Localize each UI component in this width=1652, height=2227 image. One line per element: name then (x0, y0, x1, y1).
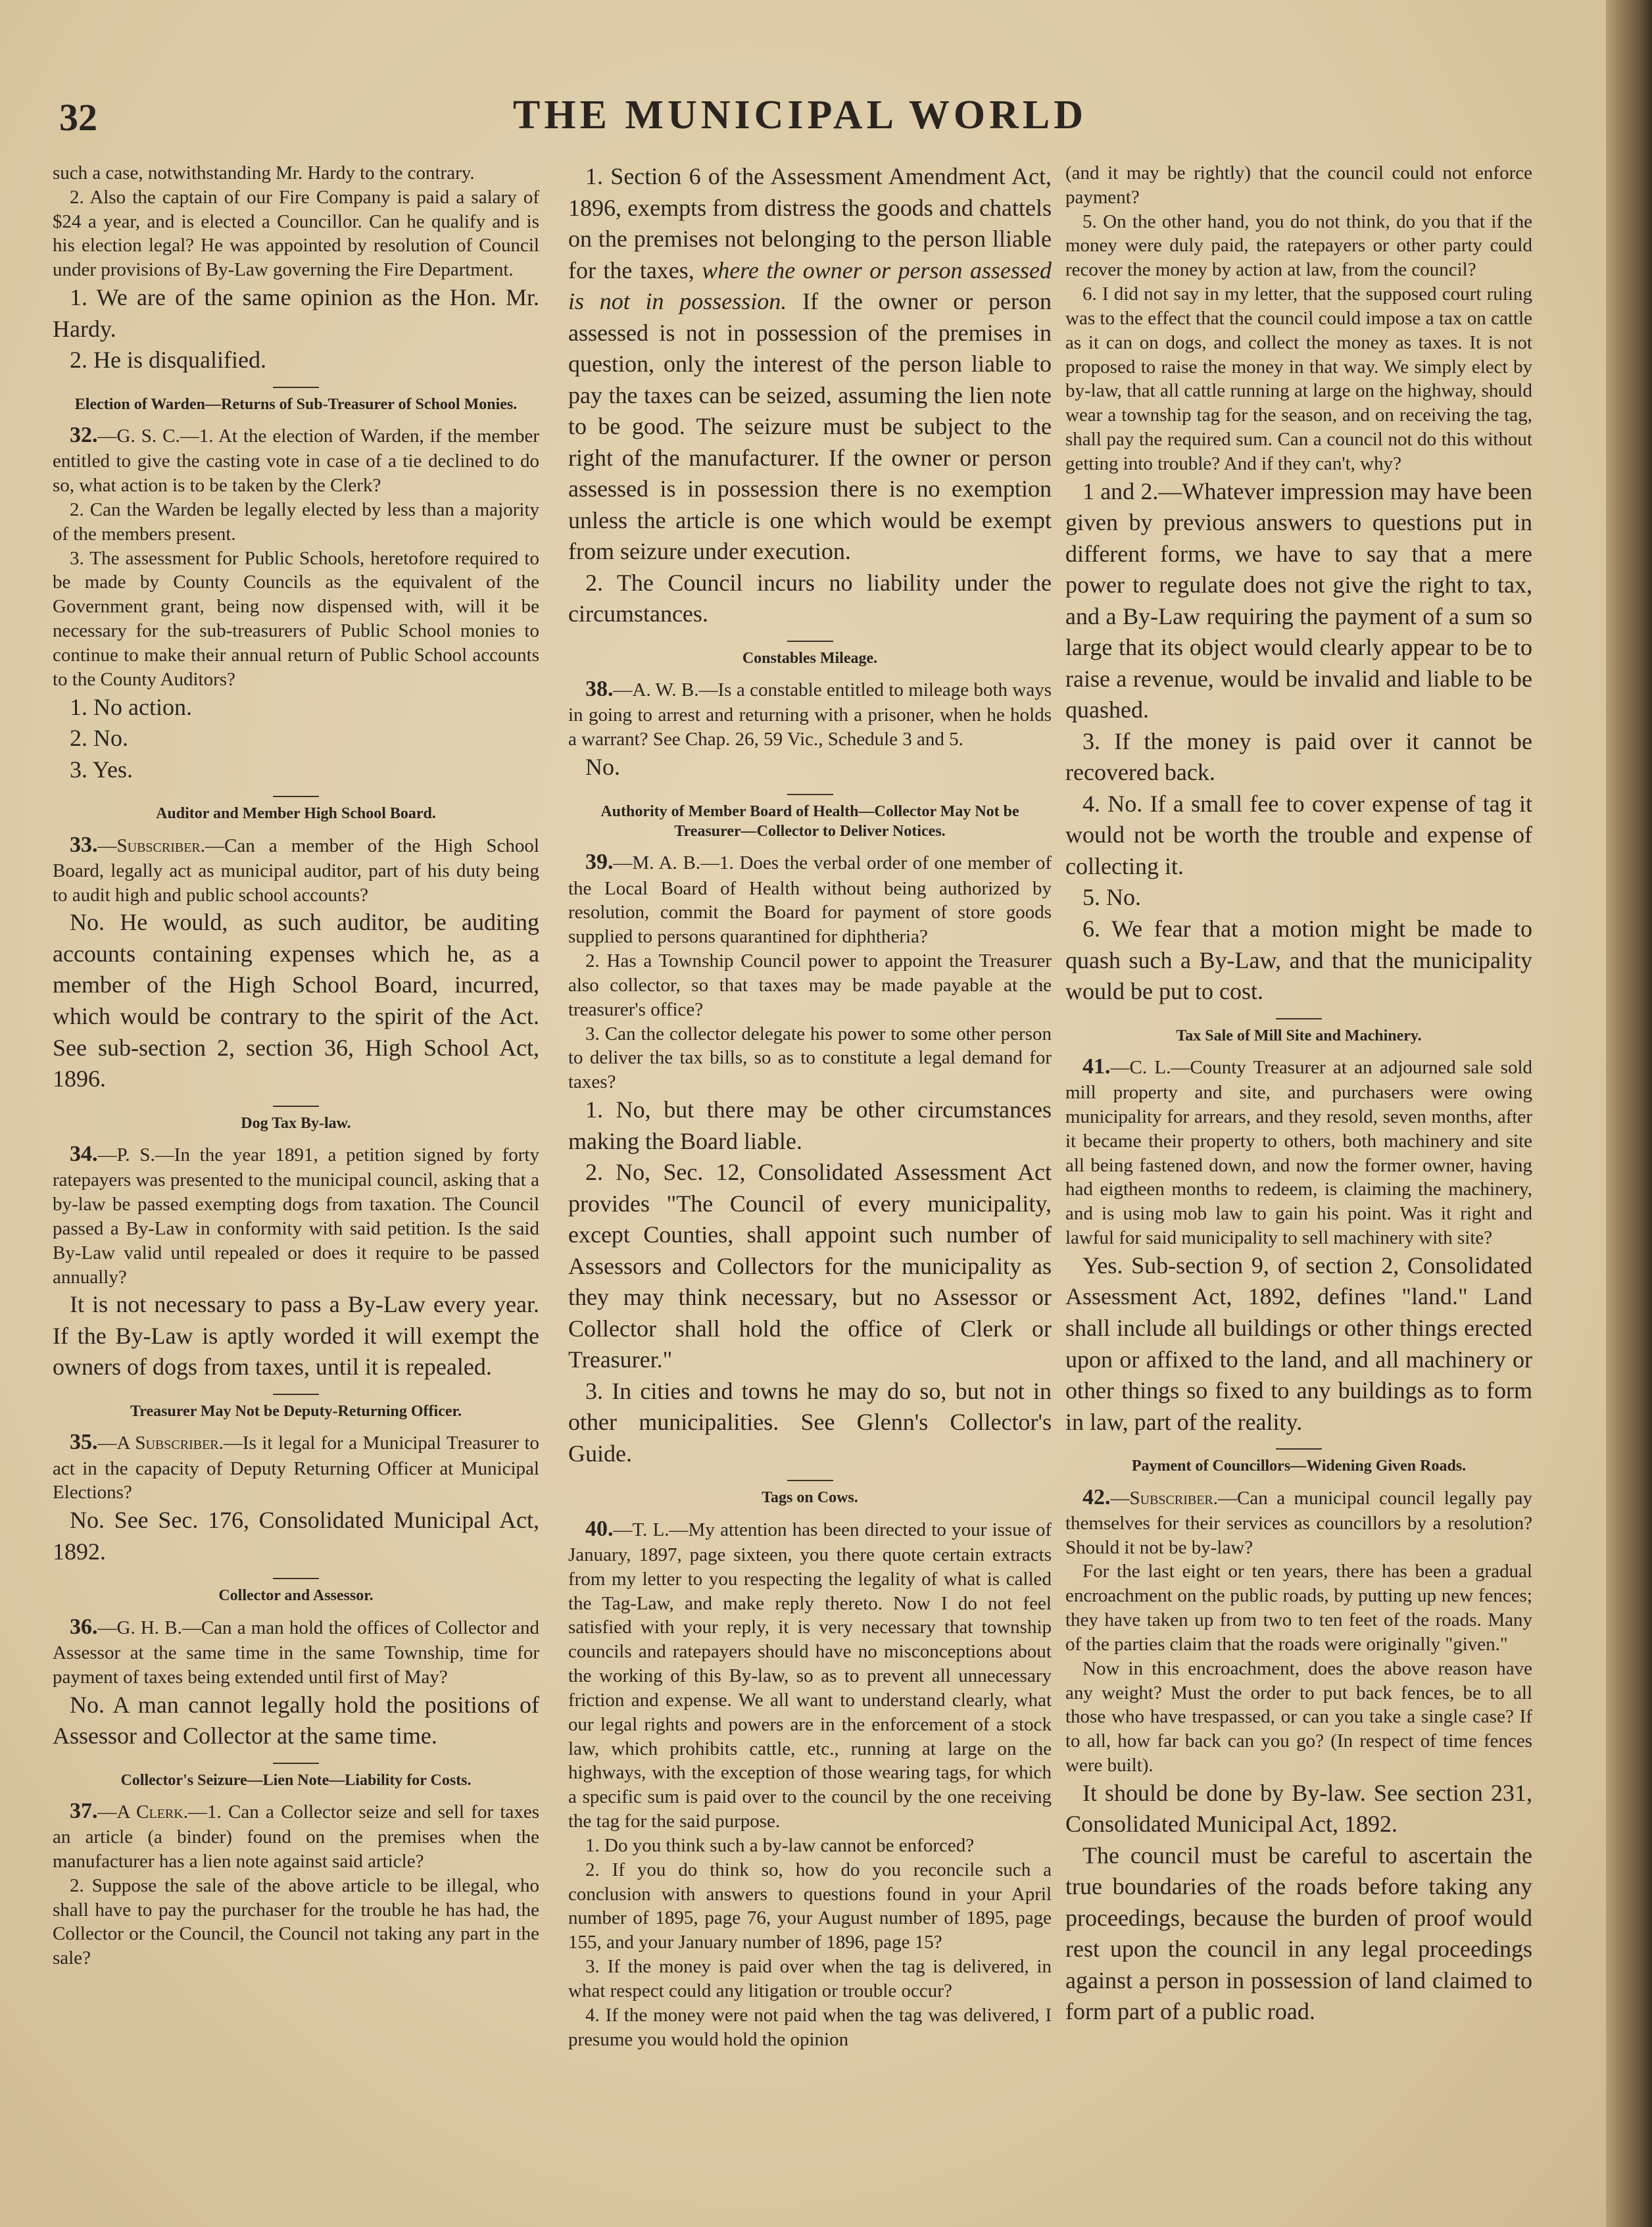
question (1065, 1052, 1532, 1250)
answer-emphasis: where the owner or person assessed is not in possession. (568, 257, 1052, 315)
question-number: 39. (585, 850, 614, 875)
answer: 2. No, Sec. 12, Consolidated Assessment Act provides "The Council of every municipality, except Counties, shall appoint such number of Assessors and Collectors for the municipality as they may think necessary, but no Assessor or Collector shall hold the office of Clerk or Treasurer." (568, 1159, 1052, 1373)
answer: No. See Sec. 176, Consolidated Municipal Act, 1892. (53, 1507, 539, 1565)
question-text: —A. W. B.—Is a constable entitled to mileage both ways in going to arrest and returning with a prisoner, when he holds a warrant? See Chap. 26, 59 Vic., Schedule 3 and 5. (568, 679, 1052, 750)
section-heading: Collector's Seizure—Lien Note—Liability for Costs. (120, 1771, 472, 1789)
question: 3. If the money is paid over when the tag is delivered, in what respect could any litigation or trouble occur? (568, 1956, 1052, 2001)
answer: 2. He is disqualified. (70, 347, 266, 374)
question: 4. If the money were not paid when the tag was delivered, I presume you would hold the opinion (568, 2004, 1052, 2050)
question (568, 848, 1052, 949)
section-heading: Auditor and Member High School Board. (156, 805, 436, 823)
divider (787, 641, 833, 642)
paragraph: 2. Also the captain of our Fire Company is paid a salary of $24 a year, and is elected a Councillor. Can he qualify and is his election legal? He was appointed by resolution of Council under provisions of By-Law governing the Fire Department. (53, 186, 539, 281)
section-heading: Treasurer May Not be Deputy-Returning Officer. (130, 1402, 462, 1420)
sender: —A Clerk. (97, 1801, 188, 1823)
question: (and it may be rightly) that the council could not enforce payment? (1065, 162, 1532, 208)
paragraph: such a case, notwithstanding Mr. Hardy to the contrary. (53, 162, 475, 184)
column-1 (53, 161, 539, 1970)
answer: It should be done by By-law. See section 231, Consolidated Municipal Act, 1892. (1065, 1779, 1532, 1838)
question (568, 1515, 1052, 1834)
question (53, 421, 539, 498)
question (1065, 1483, 1532, 1560)
question: 2. Can the Warden be legally elected by less than a majority of the members present. (53, 499, 539, 545)
question: 2. Suppose the sale of the above article to be illegal, who shall have to pay the purchaser for the trouble he has had, the Collector or the Council, the Council not taking any part in the sale? (53, 1874, 539, 1969)
question-text: —P. S.—In the year 1891, a petition signed by forty ratepayers was presented to the municipal council, asking that a by-law be passed exempting dogs from taxation. The Council passed a By-Law in conformity with said petition. Is the said By-Law valid until repealed or does it require to be passed annually? (53, 1144, 539, 1288)
answer: 4. No. If a small fee to cover expense of tag it would not be worth the trouble and expense of collecting it. (1065, 790, 1532, 879)
answer: No. He would, as such auditor, be auditing accounts containing expenses which he, as a member of the High School Board, incurred, which would be contrary to the spirit of the Act. See sub-section 2, section 36, High School Act, 1896. (53, 909, 539, 1092)
answer: 6. We fear that a motion might be made to quash such a By-Law, and that the municipality would be put to cost. (1065, 915, 1532, 1005)
question: 6. I did not say in my letter, that the supposed court ruling was to the effect that the council could impose a tax on cattle as it can on dogs, and collect the money as taxes. It is not proposed to raise the money in that way. We simply elect by by-law, that all cattle running at large on the highway, should wear a township tag for the season, and on receiving the tag, shall pay the required sum. Can a council not do this without getting into trouble? And if they can't, why? (1065, 283, 1532, 474)
answer: 1. We are of the same opinion as the Hon. Mr. Hardy. (53, 284, 539, 342)
section-heading: Constables Mileage. (742, 649, 878, 667)
divider (273, 1394, 319, 1395)
question-number: 33. (70, 832, 98, 857)
divider (787, 794, 833, 795)
question-number: 38. (585, 677, 614, 702)
answer: The council must be careful to ascertain the true boundaries of the roads before taking any proceedings, because the burden of proof would rest upon the council in any legal proceedings against a person in possession of land claimed to form part of a public road. (1065, 1842, 1532, 2025)
sender: —Subscriber. (97, 835, 206, 856)
answer: 2. The Council incurs no liability under the circumstances. (568, 569, 1052, 627)
masthead-title: THE MUNICIPAL WORLD (513, 93, 1088, 137)
question: Now in this encroachment, does the above reason have any weight? Must the order to put back fences, be to all those who have trespassed, or can you take a single case? If to all, how far back can you go? (In respect of time fences were built). (1065, 1657, 1532, 1776)
question-number: 36. (70, 1614, 98, 1639)
answer (568, 161, 1052, 568)
sender: —A Subscriber. (97, 1432, 224, 1454)
answer: It is not necessary to pass a By-Law every year. If the By-Law is aptly worded it will exempt the owners of dogs from taxes, until it is repealed. (53, 1291, 539, 1381)
answer: Yes. Sub-section 9, of section 2, Consolidated Assessment Act, 1892, defines "land." Land shall include all buildings or other things erected upon or affixed to the land, and all machinery or other things so fixed to any buildings as to form in law, part of the reality. (1065, 1252, 1532, 1435)
question-number: 32. (70, 423, 98, 448)
divider (273, 1763, 319, 1764)
question: 2. If you do think so, how do you reconcile such a conclusion with answers to questions found in your April number of 1895, page 76, your August number of 1895, page 155, and your January number of 1896, page 15? (568, 1859, 1052, 1953)
section-heading: Collector and Assessor. (218, 1587, 374, 1605)
section-heading: Tax Sale of Mill Site and Machinery. (1176, 1027, 1422, 1044)
question: 2. Has a Township Council power to appoint the Treasurer also collector, so that taxes may be made payable at the treasurer's office? (568, 950, 1052, 1020)
question (53, 1613, 539, 1690)
sender: —Subscriber. (1110, 1487, 1219, 1509)
section-heading: Authority of Member Board of Health—Collector May Not be Treasurer—Collector to Deliver Notices. (600, 802, 1019, 841)
answer: 3. In cities and towns he may do so, but not in other municipalities. See Glenn's Collector's Guide. (568, 1377, 1052, 1467)
divider (1276, 1018, 1322, 1019)
divider (273, 1578, 319, 1579)
question: 5. On the other hand, you do not think, do you that if the money were duly paid, the ratepayers or other party could recover the money by action at law, from the council? (1065, 210, 1532, 281)
answer: 3. If the money is paid over it cannot be recovered back. (1065, 727, 1532, 786)
answer: 3. Yes. (70, 756, 134, 783)
question-number: 40. (585, 1516, 614, 1541)
section-heading: Tags on Cows. (762, 1489, 858, 1507)
question-number: 35. (70, 1430, 98, 1455)
question-number: 42. (1082, 1484, 1111, 1509)
question: 3. The assessment for Public Schools, heretofore required to be made by County Councils as the equivalent of the Government grant, being now dispensed with, will it be necessary for the sub-treasurers of Public School monies to continue to make their annual return of Public School accounts to the County Auditors? (53, 547, 539, 690)
question-text: —Can a municipal council legally pay themselves for their services as councillors by a resolution? Should it not be by-law? (1065, 1487, 1532, 1558)
answer: 5. No. (1082, 884, 1141, 911)
book-spine (1606, 0, 1652, 2227)
answer: 1. No, but there may be other circumstances making the Board liable. (568, 1096, 1052, 1154)
divider (273, 387, 319, 388)
section-heading: Election of Warden—Returns of Sub-Treasurer of School Monies. (74, 395, 518, 413)
page-number: 32 (59, 96, 97, 139)
divider (273, 1106, 319, 1107)
section-heading: Payment of Councillors—Widening Given Roads. (1131, 1457, 1467, 1475)
column-3 (1065, 161, 1532, 2028)
answer-text: If the owner or person assessed is not in possession of the premises in question, only the interest of the person liable to pay the taxes can be seized, assuming the lien note to be good. The seizure must be subject to the right of the manufacturer. If the owner or person assessed is in possession there is no exemption unless the article is one which would be exempt from seizure under execution. (568, 288, 1052, 565)
divider (787, 1480, 833, 1481)
answer: No. (585, 754, 620, 781)
section-heading: Dog Tax By-law. (241, 1114, 351, 1132)
answer: 1. No action. (70, 693, 192, 720)
question: 3. Can the collector delegate his power to some other person to deliver the tax bills, so as to constitute a legal demand for taxes? (568, 1023, 1052, 1093)
column-2 (568, 161, 1052, 2051)
question: 1. Do you think such a by-law cannot be enforced? (585, 1834, 975, 1856)
question (53, 1140, 539, 1289)
question-text: —1. Can a Collector seize and sell for taxes an article (a binder) found on the premises when the manufacturer has a lien note against said article? (53, 1801, 539, 1872)
question-text: —Can a member of the High School Board, legally act as municipal auditor, part of his duty being to audit high and public school accounts? (53, 835, 539, 906)
page-header (53, 92, 1552, 151)
divider (273, 796, 319, 797)
question: For the last eight or ten years, there has been a gradual encroachment on the public roads, by putting up new fences; they have taken up from two to ten feet of the roads. Many of the parties claim that the roads were originally "given." (1065, 1561, 1532, 1655)
question-text: —M. A. B.—1. Does the verbal order of one member of the Local Board of Health without being authorized by resolution, commit the Board for payment of store goods supplied to persons quarantined for diphtheria? (568, 852, 1052, 948)
answer: 1 and 2.—Whatever impression may have been given by previous answers to questions put in different forms, we have to say that a mere power to regulate does not give the right to tax, and a By-Law requiring the payment of a sum so large that its object would clearly appear to be to raise a revenue, would be invalid and liable to be quashed. (1065, 477, 1532, 723)
question-number: 37. (70, 1799, 98, 1823)
answer: 2. No. (70, 725, 128, 752)
question (53, 1428, 539, 1505)
question-number: 34. (70, 1142, 98, 1167)
answer: No. A man cannot legally hold the positions of Assessor and Collector at the same time. (53, 1691, 539, 1750)
answer-text: 1. Section 6 of the Assessment Amendment Act, 1896, exempts from distress the goods and chattels on the premises not belonging to the person lliable for the taxes, (568, 163, 1052, 283)
question-number: 41. (1082, 1054, 1111, 1079)
question (568, 675, 1052, 752)
question-text: —C. L.—County Treasurer at an adjourned sale sold mill property and site, and purchasers were owing municipality for arrears, and they resold, seven months, after it became their property to others, both machinery and site all being fastened down, and now the former owner, having had eigtheen months to redeem, is claiming the machinery, and is using mob law to gain his point. Was it right and lawful for said municipality to sell machinery with site? (1065, 1057, 1532, 1249)
question-text: —Is it legal for a Municipal Treasurer to act in the capacity of Deputy Returning Officer at Municipal Elections? (53, 1432, 539, 1504)
question-text: —T. L.—My attention has been directed to your issue of January, 1897, page sixteen, you there quote certain extracts from my letter to you respecting the legality of what is called the Tag-Law, and make reply thereto. Now I do not feel satisfied with your reply, it is very necessary that township councils and ratepayers should have no misconceptions about the working of this By-law, so as to prevent all unnecessary friction and expense. We all want to understand clearly, what our legal rights and powers are in the enforcement of a stock law, which prohibits cattle, etc., running at large on the highways, with the exception of those wearing tags, for which a specific sum is paid over to the council by the one receiving the tag for the said purpose. (568, 1519, 1052, 1832)
question (53, 831, 539, 908)
question-text: —G. S. C.—1. At the election of Warden, if the member entitled to give the casting vote in case of a tie declined to do so, what action is to be taken by the Clerk? (53, 426, 539, 497)
question-text: —G. H. B.—Can a man hold the offices of Collector and Assessor at the same time in the same Township, time for payment of taxes being extended until first of May? (53, 1617, 539, 1688)
divider (1276, 1448, 1322, 1450)
question (53, 1797, 539, 1874)
